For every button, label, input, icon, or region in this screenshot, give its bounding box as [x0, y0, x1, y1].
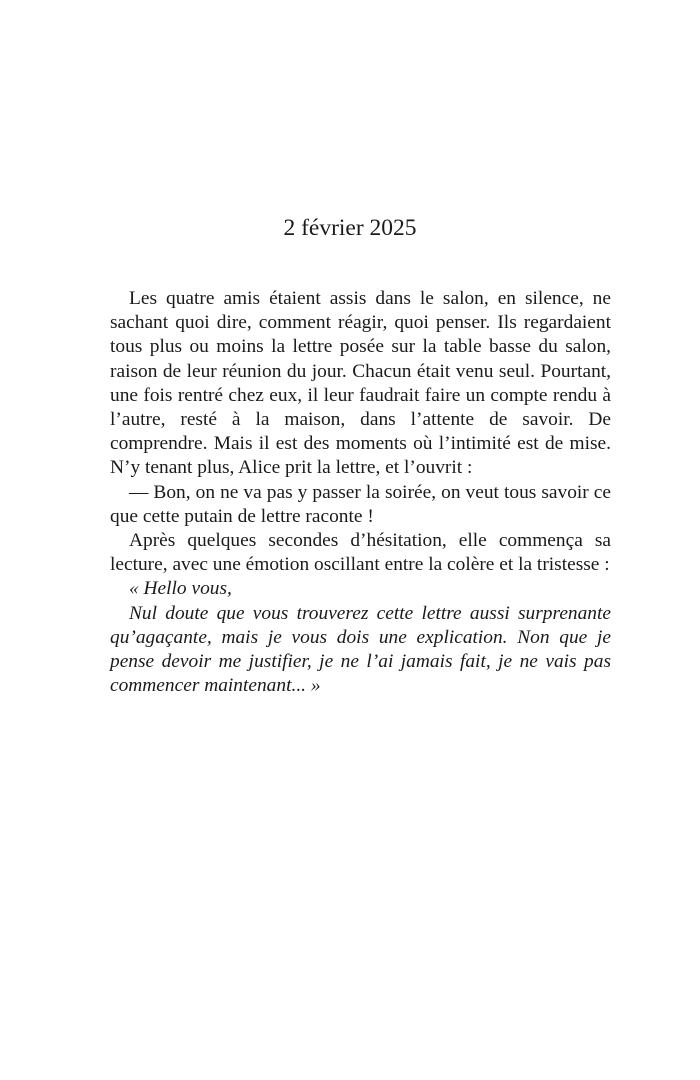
paragraph-reading: Après quelques secondes d’hésitation, elle commença sa lecture, avec une émotion oscillant entre la colère et la tristesse : — [110, 530, 611, 576]
letter-body: Nul doute que vous trouverez cette lettre aussi surprenante qu’agaçante, mais je vous dois une explication. Non que je pense devoir me justifier, je ne l’ai jamais fait, je ne vais pas commencer maintenant... » — [110, 602, 611, 697]
chapter-title: 2 février 2025 — [283, 215, 417, 241]
paragraph-dialogue: — Bon, on ne va pas y passer la soirée, on veut tous savoir ce que cette putain de lettre raconte ! — [110, 481, 611, 527]
letter-greeting: « Hello vous, — [129, 578, 232, 600]
paragraph-intro: Les quatre amis étaient assis dans le salon, en silence, ne sachant quoi dire, comment réagir, quoi penser. Ils regardaient tous plus ou moins la lettre posée sur la table basse du salon, raison de leur réunion du jour. Chacun était venu seul. Pourtant, une fois rentré chez eux, il leur faudrait faire un compte rendu à l’autre, resté à la maison, dans l’attente de savoir. De comprendre. Mais il est des moments où l’intimité est de mise. N’y tenant plus, Alice prit la lettre, et l’ouvrit : — [110, 288, 611, 479]
chapter-body — [110, 287, 611, 698]
